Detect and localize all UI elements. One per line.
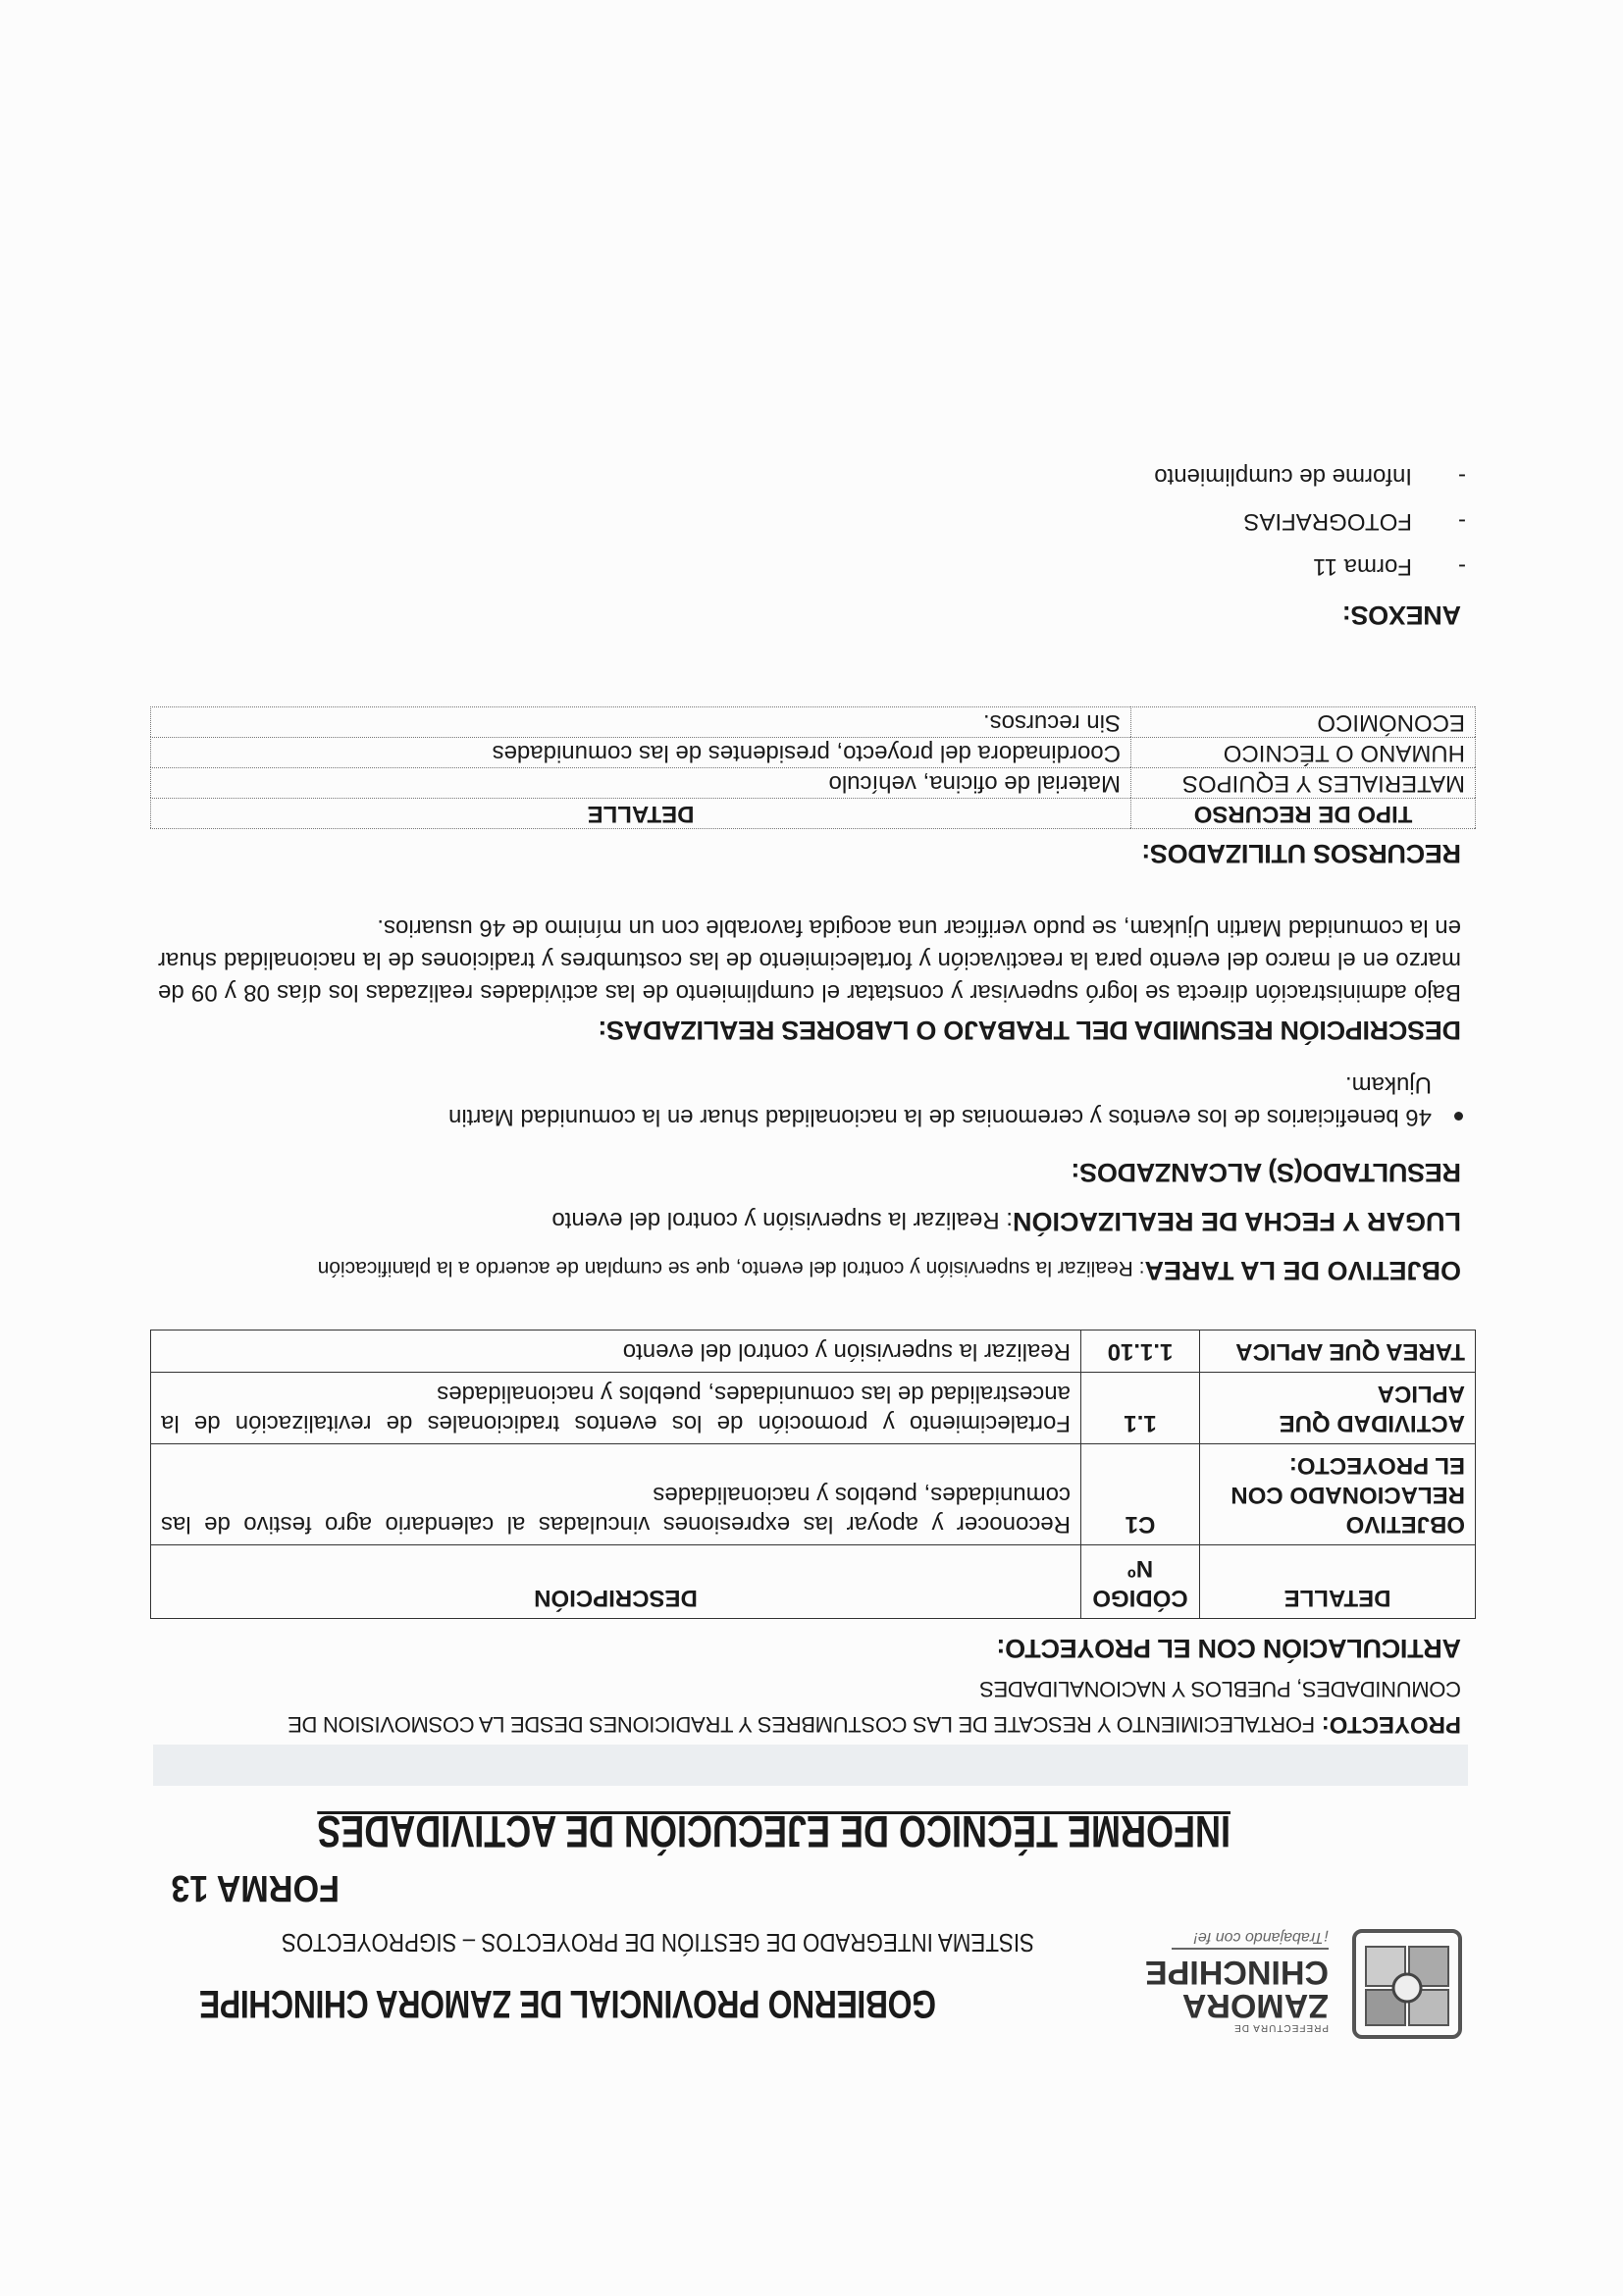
row-descripcion: Realizar la supervisión y control del evento <box>151 1331 1081 1373</box>
faded-band <box>153 1745 1468 1786</box>
table-row <box>151 1331 1476 1373</box>
col-header-detalle: DETALLE <box>151 799 1131 829</box>
resource-type: ECONÓMICO <box>1131 707 1476 738</box>
row-codigo: 1.1 <box>1081 1373 1200 1444</box>
annexes-heading: ANEXOS: <box>1342 600 1461 630</box>
bullet-icon <box>1454 1112 1463 1121</box>
resource-type: MATERIALES Y EQUIPOS <box>1131 768 1476 799</box>
task-objective-text: : Realizar la supervisión y control del evento, que se cumplan de acuerdo a la planificación <box>317 1257 1145 1279</box>
articulation-table <box>150 1330 1476 1619</box>
resources-heading: RECURSOS UTILIZADOS: <box>1141 839 1461 868</box>
task-objective <box>146 1255 1461 1285</box>
annexes-list <box>1154 453 1466 589</box>
table-header-row <box>151 799 1476 829</box>
project-text: FORTALECIMIENTO Y RESCATE DE LAS COSTUMBRES Y TRADICIONES DESDE LA COSMOVISION DE COMUNIDADES, PUEBLOS Y NACIONALIDADES <box>288 1677 1461 1737</box>
result-text: 46 beneficiarios de los eventos y ceremonias de la nacionalidad shuar en la comunidad Martin Ujukam. <box>448 1071 1432 1130</box>
description-text: Bajo administración directa se logró supervisar y constatar el cumplimiento de las actividades realizadas los días 08 y 09 de marzo en el marco del evento para la reactivación y fortalecimiento de las costumbres y tradiciones de la nacionalidad shuar en la comunidad Martin Ujukam, se pudo verificar una acogida favorable con un mínimo de 46 usuarios. <box>158 914 1461 1006</box>
resource-detail: Sin recursos. <box>151 707 1131 738</box>
row-codigo: 1.1.10 <box>1081 1331 1200 1373</box>
list-item: - Informe de cumplimiento <box>1154 453 1466 498</box>
logo-line2: ZAMORA <box>1181 1987 1329 2024</box>
description-heading: DESCRIPCIÓN RESUMIDA DEL TRABAJO O LABORES REALIZADAS: <box>598 1016 1461 1045</box>
list-item: - Forma 11 <box>1154 544 1466 589</box>
resource-type: HUMANO O TÉCNICO <box>1131 738 1476 768</box>
table-header-row <box>151 1545 1476 1619</box>
table-row <box>151 768 1476 799</box>
articulation-heading: ARTICULACIÓN CON EL PROYECTO: <box>996 1634 1461 1663</box>
row-descripcion: Reconocer y apoyar las expresiones vinculadas al calendario agro festivo de las comunidades, pueblos y nacionalidades <box>151 1444 1081 1545</box>
prefecture-logo <box>1345 1925 1468 2043</box>
resources-table <box>150 706 1476 829</box>
logo-line1: PREFECTURA DE <box>1233 2022 1329 2033</box>
task-objective-label: OBJETIVO DE LA TAREA <box>1144 1256 1461 1285</box>
table-row <box>151 1444 1476 1545</box>
table-row <box>151 738 1476 768</box>
coat-of-arms-icon <box>1345 1925 1468 2043</box>
system-title: SISTEMA INTEGRADO DE GESTIÓN DE PROYECTOS – SIGPROYECTOS <box>281 1928 1034 1957</box>
project-line <box>146 1671 1461 1742</box>
logo-line3: CHINCHIPE <box>1144 1954 1329 1991</box>
table-row <box>151 1373 1476 1444</box>
row-detalle: OBJETIVO RELACIONADO CON EL PROYECTO: <box>1200 1444 1476 1545</box>
project-label: PROYECTO: <box>1321 1711 1461 1738</box>
col-header-tipo: TIPO DE RECURSO <box>1131 799 1476 829</box>
place-date <box>146 1206 1461 1236</box>
row-detalle: ACTIVIDAD QUE APLICA <box>1200 1373 1476 1444</box>
form-number: FORMA 13 <box>171 1867 340 1908</box>
list-item <box>372 1069 1432 1133</box>
results-heading: RESULTADO(S) ALCANZADOS: <box>1071 1158 1461 1187</box>
col-header-descripcion: DESCRIPCIÓN <box>151 1545 1081 1619</box>
logo-text <box>1144 1928 1329 2033</box>
government-title: GOBIERNO PROVINCIAL DE ZAMORA CHINCHIPE <box>199 1982 936 2025</box>
resource-detail: Coordinadora del proyecto, presidentes de las comunidades <box>151 738 1131 768</box>
place-date-text: : Realizar la supervisión y control del evento <box>551 1207 1013 1233</box>
row-detalle: TAREA QUE APLICA <box>1200 1331 1476 1373</box>
table-row <box>151 707 1476 738</box>
logo-slogan: ¡Trabajando con fe! <box>1172 1928 1329 1950</box>
report-title: INFORME TÉCNICO DE EJECUCIÓN DE ACTIVIDADES <box>317 1806 1230 1856</box>
col-header-detalle: DETALLE <box>1200 1545 1476 1619</box>
row-codigo: C1 <box>1081 1444 1200 1545</box>
list-item: - FOTOGRAFIAS <box>1154 498 1466 544</box>
place-date-label: LUGAR Y FECHA DE REALIZACIÓN <box>1012 1207 1461 1236</box>
resource-detail: Material de oficina, vehículo <box>151 768 1131 799</box>
row-descripcion: Fortalecimiento y promoción de los eventos tradicionales de revitalización de la ancestralidad de las comunidades, pueblos y nacionalidades <box>151 1373 1081 1444</box>
col-header-codigo: CÓDIGO Nº <box>1081 1545 1200 1619</box>
